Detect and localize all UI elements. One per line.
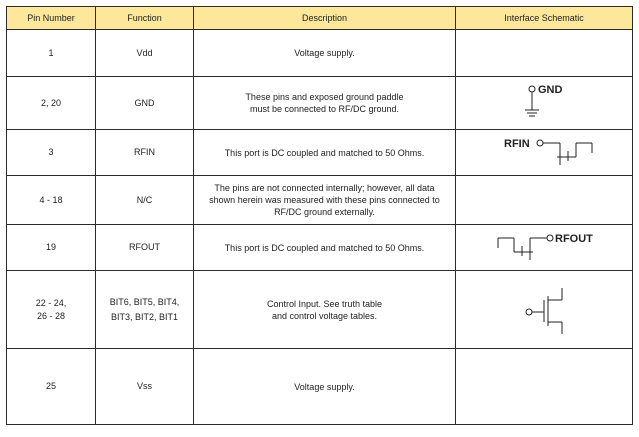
function-name: Vdd xyxy=(136,47,153,58)
description-line: This port is DC coupled and matched to 50 Ohms. xyxy=(224,242,425,253)
pin-number: 26 - 28 xyxy=(36,310,66,321)
description-line: These pins and exposed ground paddle xyxy=(245,92,404,102)
description-line: shown herein was measured with these pins connected to xyxy=(209,195,440,205)
pin-number: 4 - 18 xyxy=(39,194,63,205)
function-name: RFIN xyxy=(134,147,155,157)
rfout-label: RFOUT xyxy=(555,232,593,245)
function-cell xyxy=(96,77,194,130)
pin-number: 1 xyxy=(48,47,54,58)
rfin-schematic xyxy=(456,131,633,175)
function-name: BIT3, BIT2, BIT1 xyxy=(110,311,179,322)
description-cell xyxy=(194,77,456,130)
table-row xyxy=(7,271,633,349)
pin-number-cell xyxy=(7,225,96,271)
function-cell xyxy=(96,30,194,77)
function-name: Vss xyxy=(136,381,152,391)
description-line: must be connected to RF/DC ground. xyxy=(249,104,400,114)
schematic-cell xyxy=(456,176,633,225)
pin-number: 2, 20 xyxy=(40,97,62,108)
description-line: RF/DC ground externally. xyxy=(274,207,375,217)
schematic-cell xyxy=(456,225,633,271)
function-cell xyxy=(96,176,194,225)
table-row xyxy=(7,30,633,77)
pin-description-table xyxy=(6,6,633,425)
schematic-cell xyxy=(456,30,633,77)
pin-number-cell xyxy=(7,349,96,425)
header-pin-number: Pin Number xyxy=(7,7,96,30)
table-row xyxy=(7,176,633,225)
pin-number: 22 - 24, xyxy=(35,297,67,308)
schematic-cell xyxy=(456,130,633,176)
description-cell xyxy=(194,271,456,349)
description-cell xyxy=(194,30,456,77)
function-cell xyxy=(96,225,194,271)
function-name: BIT6, BIT5, BIT4, xyxy=(109,296,180,307)
table-header-row xyxy=(7,7,633,30)
gnd-schematic xyxy=(456,78,633,128)
function-cell xyxy=(96,130,194,176)
description-line: Voltage supply. xyxy=(294,48,355,58)
table-row xyxy=(7,130,633,176)
description-cell xyxy=(194,176,456,225)
pin-number: 3 xyxy=(48,147,54,157)
pin-number-cell xyxy=(7,77,96,130)
description-line: This port is DC coupled and matched to 50 Ohms. xyxy=(224,147,425,158)
pin-number: 19 xyxy=(45,242,56,252)
header-function: Function xyxy=(96,7,194,30)
function-name: GND xyxy=(134,97,155,108)
function-name: RFOUT xyxy=(129,242,160,252)
description-line: and control voltage tables. xyxy=(271,310,378,321)
pin-number: 25 xyxy=(45,381,56,391)
description-line: Control Input. See truth table xyxy=(266,298,383,309)
schematic-cell xyxy=(456,349,633,425)
schematic-cell xyxy=(456,77,633,130)
table-row xyxy=(7,349,633,425)
header-description: Description xyxy=(194,7,456,30)
pin-number-cell xyxy=(7,176,96,225)
schematic-cell xyxy=(456,271,633,349)
table-row xyxy=(7,225,633,271)
description-line: The pins are not connected internally; however, all data xyxy=(214,183,435,193)
control-fet-schematic xyxy=(456,272,633,348)
description-line: Voltage supply. xyxy=(294,381,355,392)
pin-number-cell xyxy=(7,130,96,176)
pin-number-cell xyxy=(7,30,96,77)
description-cell xyxy=(194,130,456,176)
rfout-schematic xyxy=(456,226,633,270)
pin-number-cell xyxy=(7,271,96,349)
gnd-label: GND xyxy=(538,84,563,96)
description-cell xyxy=(194,225,456,271)
function-cell xyxy=(96,271,194,349)
description-cell xyxy=(194,349,456,425)
function-cell xyxy=(96,349,194,425)
function-name: N/C xyxy=(136,194,153,205)
table-row xyxy=(7,77,633,130)
header-interface-schematic: Interface Schematic xyxy=(456,7,633,30)
rfin-label: RFIN xyxy=(504,137,530,150)
